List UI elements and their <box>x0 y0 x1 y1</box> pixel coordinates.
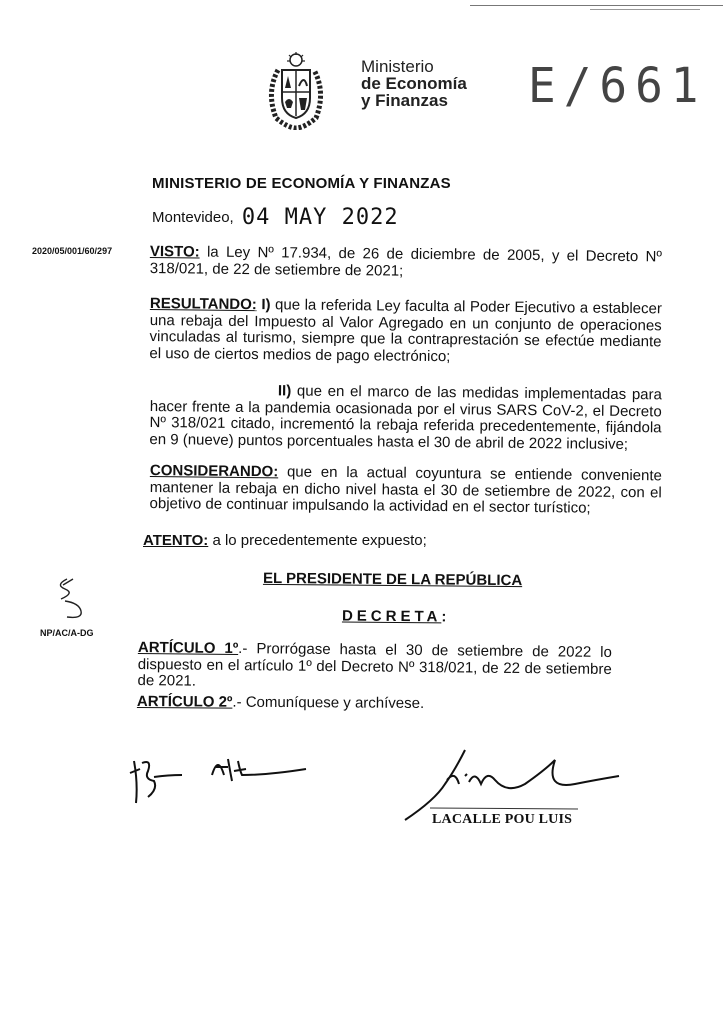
article-1-paragraph <box>137 640 611 694</box>
decreta-colon: : <box>441 608 451 626</box>
article-2-paragraph <box>137 694 649 714</box>
article-2-text: .- Comuníquese y archívese. <box>232 693 425 713</box>
atento-paragraph <box>143 533 655 550</box>
ministry-logo-line1: Ministerio <box>361 57 434 76</box>
article-1-label: ARTÍCULO 1º <box>137 639 239 658</box>
atento-text: a lo precedentemente expuesto; <box>208 532 427 549</box>
np-reference: NP/AC/A-DG <box>40 628 94 638</box>
document-heading: MINISTERIO DE ECONOMÍA Y FINANZAS <box>152 175 451 192</box>
ministry-logo-line2: de Economía <box>361 74 467 93</box>
date-stamp: 04 MAY 2022 <box>241 205 399 230</box>
president-heading: EL PRESIDENTE DE LA REPÚBLICA <box>262 569 523 590</box>
article-2-label: ARTÍCULO 2º <box>136 693 233 711</box>
visto-text: la Ley Nº 17.934, de 26 de diciembre de 2005, y el Decreto Nº 318/021, de 22 de setiembre de 2021; <box>149 243 662 280</box>
top-border-line-secondary <box>590 9 700 10</box>
decreta-heading <box>342 608 451 626</box>
article-1-text: .- Prorrógase hasta el 30 de setiembre de 2022 lo dispuesto en el artículo 1º del Decreto Nº 318/021, de 22 de setiembre de 2021. <box>137 640 612 690</box>
resultando-1-number: I) <box>256 296 271 314</box>
reference-number: 2020/05/001/60/297 <box>32 246 113 256</box>
considerando-paragraph <box>149 463 661 518</box>
considerando-text: que en la actual coyuntura se entiende conveniente mantener la rebaja en dicho nivel hasta el 30 de setiembre de 2022, con el objetivo de continuar impulsando la actividad en el sector turístico; <box>149 463 662 517</box>
ministers-signatures <box>128 745 328 815</box>
top-border-line <box>470 5 723 6</box>
ministry-logo-line3: y Finanzas <box>361 91 448 110</box>
ministry-logo-text <box>361 58 467 109</box>
initials-mark <box>45 575 105 625</box>
resultando-2-text: que en el marco de las medidas implementadas para hacer frente a la pandemia ocasionada por el virus SARS CoV-2, el Decreto Nº 318/021 citado, incrementó la rebaja referida precedentemente, fijándola en 9 (nueve) puntos porcentuales hasta el 30 de abril de 2022 inclusive; <box>149 382 662 453</box>
date-label: Montevideo, <box>152 209 234 226</box>
coat-of-arms-emblem <box>258 52 334 130</box>
resultando-2-number: II) <box>277 382 292 400</box>
resultando-label: RESULTANDO: <box>149 295 257 314</box>
decreta-word: DECRETA <box>341 607 442 626</box>
resultando-1-text: que la referida Ley faculta al Poder Ejecutivo a establecer una rebaja del Impuesto al Valor Agregado en un conjunto de operaciones vinculadas al turismo, siempre que la contraprestación se efectúe mediante el uso de ciertos medios de pago electrónico; <box>149 296 662 365</box>
signer-name-stamp: LACALLE POU LUIS <box>432 812 573 827</box>
considerando-label: CONSIDERANDO: <box>149 462 279 481</box>
visto-paragraph <box>150 244 662 282</box>
visto-label: VISTO: <box>149 243 200 261</box>
date-line <box>152 203 399 228</box>
resultando-paragraph-2 <box>149 382 662 453</box>
document-stamp-number: E/661 <box>528 56 707 114</box>
resultando-paragraph-1 <box>149 296 662 367</box>
atento-label: ATENTO: <box>143 532 209 549</box>
